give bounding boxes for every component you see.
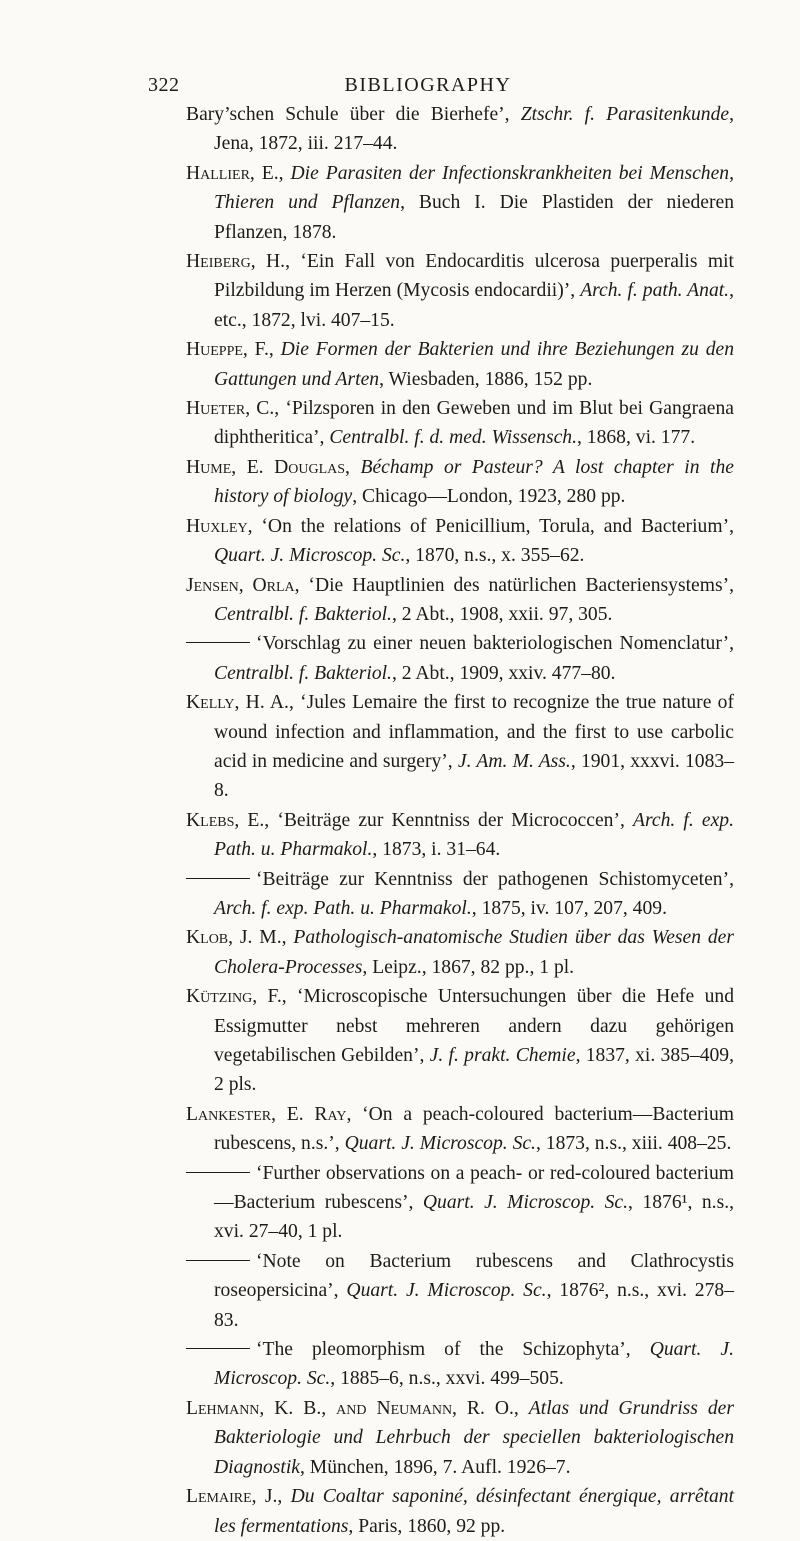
- bibliography-entry: [186, 1335, 734, 1394]
- entry-text: , ‘Pilzsporen in den Geweben und im Blut bei Gangraena diphtheritica’,: [214, 398, 734, 449]
- entry-text: ,: [268, 339, 281, 361]
- bibliography-entry: [186, 512, 734, 571]
- entry-text: ‘Note on Bacterium rubescens and Clathrocystis roseopersicina’,: [214, 1250, 734, 1302]
- entry-text: ‘Further observations on a peach- or red-coloured bacterium—Bacterium rubescens’,: [214, 1162, 734, 1214]
- same-author-dash: [186, 1260, 250, 1261]
- same-author-dash: [186, 1172, 250, 1173]
- entry-text: ,: [513, 1397, 529, 1419]
- entry-author: Kelly, H. A.: [186, 692, 289, 714]
- entry-author: Hueter, C.: [186, 398, 275, 420]
- bibliography-entry: [186, 247, 734, 335]
- entry-journal: Quart. J. Microscop. Sc.: [214, 1339, 734, 1390]
- entry-author: Lemaire, J.: [186, 1486, 278, 1508]
- bibliography-entry: [186, 1159, 734, 1247]
- entry-text: ,: [281, 927, 294, 949]
- entry-journal: Béchamp or Pasteur? A lost chapter in the history of biology: [214, 456, 734, 508]
- bibliography-entry: [186, 1482, 734, 1541]
- entry-journal: Arch. f. exp. Path. u. Pharmakol.: [214, 897, 472, 919]
- entry-text: ,: [278, 162, 291, 184]
- bibliography-entry: [186, 100, 734, 159]
- entry-journal: Quart. J. Microscop. Sc.: [344, 1133, 536, 1155]
- entry-citation: , 2 Abt., 1908, xxii. 97, 305.: [391, 603, 613, 625]
- entry-journal: Du Coaltar saponiné, désinfectant énergique, arrêtant les fermentations: [214, 1486, 735, 1537]
- entry-author: Klebs, E.: [186, 809, 265, 831]
- entry-citation: , 1901, xxxvi. 1083–8.: [214, 750, 734, 802]
- entry-citation: , 1875, iv. 107, 207, 409.: [471, 897, 667, 919]
- entry-journal: Arch. f. path. Anat.: [580, 280, 730, 302]
- entry-citation: , etc., 1872, lvi. 407–15.: [214, 280, 734, 331]
- entry-journal: Arch. f. exp. Path. u. Pharmakol.: [214, 809, 734, 861]
- bibliography-entry: [186, 1394, 734, 1482]
- bibliography-entry: [186, 923, 734, 982]
- entry-text: , ‘Beiträge zur Kenntniss der Micrococcen’,: [264, 809, 634, 831]
- entry-text: , ‘Die Hauptlinien des natürlichen Bacteriensystems’,: [294, 574, 734, 596]
- entry-journal: Centralbl. f. Bakteriol.: [214, 662, 392, 684]
- bibliography-entry: [186, 159, 734, 247]
- bibliography-entry: [186, 453, 734, 512]
- entry-text: , ‘On a peach-coloured bacterium—Bacterium rubescens, n.s.’,: [214, 1103, 734, 1155]
- entry-journal: Die Parasiten der Infectionskrankheiten bei Menschen, Thieren und Pflanzen: [214, 162, 734, 214]
- bibliography-entry: [186, 335, 734, 394]
- entry-journal: Quart. J. Microscop. Sc.: [346, 1280, 547, 1302]
- bibliography-entry: [186, 1247, 734, 1335]
- entry-author: Huxley: [186, 515, 248, 537]
- page-number: 322: [148, 74, 180, 96]
- entry-journal: J. Am. M. Ass.: [457, 750, 571, 772]
- entry-journal: Quart. J. Microscop. Sc.: [214, 545, 406, 567]
- entry-journal: Atlas und Grundriss der Bakteriologie und Lehrbuch der speciellen bakteriologischen Diagnostik: [214, 1397, 734, 1478]
- entry-author: Jensen, Orla: [186, 574, 295, 596]
- entry-citation: , Wiesbaden, 1886, 152 pp.: [379, 368, 593, 390]
- entry-citation: , Chicago—London, 1923, 280 pp.: [352, 486, 626, 508]
- entry-journal: Die Formen der Bakterien und ihre Beziehungen zu den Gattungen und Arten: [214, 339, 734, 390]
- entry-citation: , 1885–6, n.s., xxvi. 499–505.: [330, 1368, 564, 1390]
- entry-citation: , 2 Abt., 1909, xxiv. 477–80.: [391, 662, 616, 684]
- same-author-dash: [186, 1348, 250, 1349]
- entry-citation: , 1870, n.s., x. 355–62.: [405, 545, 585, 567]
- entry-text: ‘The pleomorphism of the Schizophyta’,: [256, 1339, 650, 1361]
- running-head: BIBLIOGRAPHY: [344, 74, 512, 96]
- entry-citation: , Leipz., 1867, 82 pp., 1 pl.: [362, 956, 575, 978]
- entry-journal: Centralbl. f. Bakteriol.: [214, 603, 392, 625]
- entry-author: Kützing, F.: [186, 986, 282, 1008]
- entry-citation: , Buch I. Die Plastiden der niederen Pflanzen, 1878.: [214, 192, 735, 243]
- entry-journal: Pathologisch-anatomische Studien über das Wesen der Cholera-Processes: [214, 927, 734, 978]
- entry-citation: , 1868, vi. 177.: [576, 427, 696, 449]
- entry-author: Hueppe, F.: [186, 339, 269, 361]
- entry-journal: Ztschr. f. Parasitenkunde: [520, 104, 730, 125]
- bibliography-entry: [186, 629, 734, 688]
- same-author-dash: [186, 878, 250, 879]
- entry-journal: Quart. J. Microscop. Sc.: [422, 1192, 629, 1214]
- entry-author: Hume, E. Douglas: [186, 456, 346, 478]
- entry-citation: , 1873, n.s., xiii. 408–25.: [535, 1133, 732, 1155]
- entry-text: ,: [345, 456, 361, 478]
- entry-text: ‘Beiträge zur Kenntniss der pathogenen Schistomyceten’,: [256, 868, 734, 890]
- bibliography-entry: [186, 394, 734, 453]
- entry-citation: , Paris, 1860, 92 pp.: [348, 1515, 506, 1537]
- bibliography-entry: [186, 806, 734, 865]
- bibliography-entry: [186, 688, 734, 806]
- bibliography-entry: [186, 982, 734, 1100]
- entry-text: , ‘Jules Lemaire the first to recognize the true nature of wound infection and inflammation, and the first to use carbolic acid in medicine and surgery’,: [214, 692, 734, 772]
- entry-author: Lankester, E. Ray: [186, 1103, 347, 1125]
- entry-text: , ‘Microscopische Untersuchungen über die Hefe und Essigmutter nebst mehreren andern dazu gehörigen vegetabilischen Gebilden’,: [214, 986, 734, 1066]
- entry-text: ,: [277, 1486, 291, 1508]
- entry-author: Lehmann, K. B., and Neumann, R. O.: [186, 1397, 514, 1419]
- bibliography-entry: [186, 571, 734, 630]
- entry-citation: , Jena, 1872, iii. 217–44.: [214, 104, 734, 155]
- entry-journal: J. f. prakt. Chemie: [429, 1045, 576, 1066]
- entry-citation: , 1876², n.s., xvi. 278–83.: [214, 1280, 734, 1331]
- entry-citation: , 1837, xi. 385–409, 2 pls.: [214, 1045, 734, 1096]
- bibliography-entry: [186, 865, 734, 924]
- entry-text: , ‘On the relations of Penicillium, Torula, and Bacterium’,: [247, 515, 734, 537]
- entry-text: Bary’schen Schule über die Bierhefe’,: [186, 104, 521, 125]
- entry-author: Heiberg, H.: [186, 251, 286, 273]
- entry-text: , ‘Ein Fall von Endocarditis ulcerosa puerperalis mit Pilzbildung im Herzen (Mycosis endocardii)’,: [214, 251, 734, 302]
- entry-author: Klob, J. M.: [186, 927, 282, 949]
- entry-journal: Centralbl. f. d. med. Wissensch.: [329, 427, 577, 449]
- bibliography-entry: [186, 1100, 734, 1159]
- entry-text: ‘Vorschlag zu einer neuen bakteriologischen Nomenclatur’,: [256, 633, 734, 655]
- entry-citation: , 1873, i. 31–64.: [372, 839, 501, 861]
- same-author-dash: [186, 642, 250, 643]
- entry-citation: , 1876¹, n.s., xvi. 27–40, 1 pl.: [214, 1192, 734, 1243]
- entry-author: Hallier, E.: [186, 162, 279, 184]
- bibliography-list: [186, 100, 734, 1541]
- entry-citation: , München, 1896, 7. Aufl. 1926–7.: [300, 1456, 571, 1478]
